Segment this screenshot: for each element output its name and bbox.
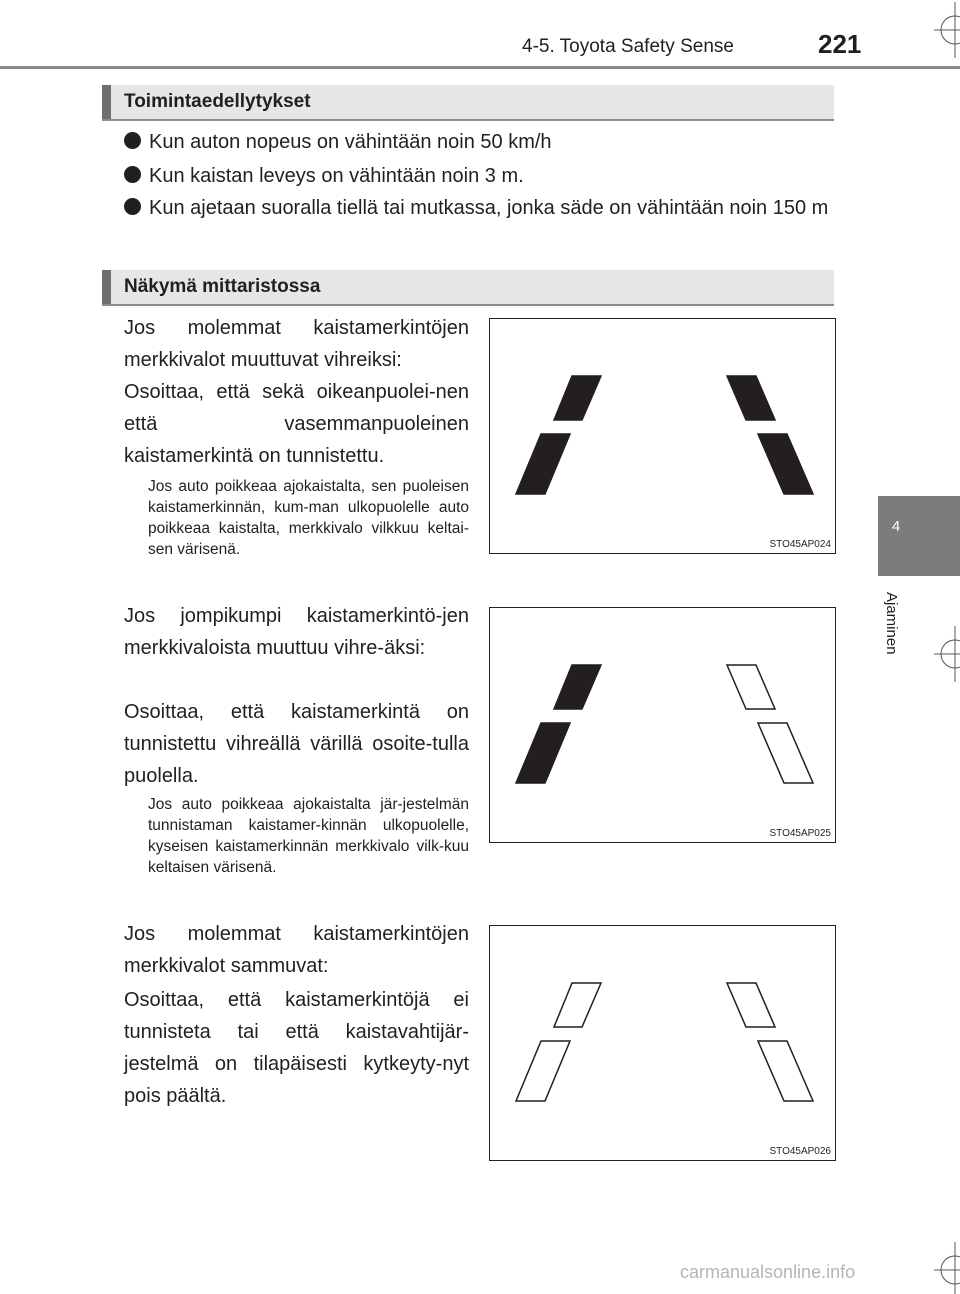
indicator-state: Jos jompikumpi kaistamerkintö-jen merkkivaloista muuttuu vihre-äksi: bbox=[124, 605, 469, 659]
left-lane-marker-lower bbox=[516, 723, 570, 783]
indicator-meaning: Osoittaa, että kaistamerkintä on tunnistettu vihreällä värillä osoite-tulla puolella. bbox=[124, 701, 469, 787]
right-lane-marker-lower bbox=[758, 723, 813, 783]
condition-text: Kun auton nopeus on vähintään noin 50 km/h bbox=[149, 131, 552, 153]
left-lane-marker-upper bbox=[554, 376, 601, 420]
section-header-conditions bbox=[102, 85, 834, 121]
lane-display-figure bbox=[489, 318, 836, 554]
right-lane-marker-lower bbox=[758, 434, 813, 494]
indicator-note: Jos auto poikkeaa ajokaistalta, sen puoleisen kaistamerkinnän, kum-man ulkopuolelle auto poikkeaa kaistalta, merkkivalo vilkkuu keltai-sen värisenä. bbox=[148, 478, 469, 558]
bullet-dot-icon bbox=[124, 166, 141, 183]
right-lane-marker-lower bbox=[758, 1041, 813, 1101]
condition-bullet bbox=[124, 160, 830, 192]
bullet-dot-icon bbox=[124, 132, 141, 149]
condition-bullet bbox=[124, 192, 830, 224]
left-lane-marker-upper bbox=[554, 665, 601, 709]
bullet-dot-icon bbox=[124, 198, 141, 215]
lane-display-figure bbox=[489, 925, 836, 1161]
left-lane-marker-lower bbox=[516, 1041, 570, 1101]
chapter-tab bbox=[878, 496, 960, 576]
figure-code: STO45AP025 bbox=[769, 828, 831, 839]
indicator-meaning: Osoittaa, että kaistamerkintöjä ei tunnisteta tai että kaistavahtijär-jestelmä on tilapäisesti kytkeyty-nyt pois päältä. bbox=[124, 989, 469, 1107]
chapter-number: 4 bbox=[891, 518, 901, 535]
indicator-state: Jos molemmat kaistamerkintöjen merkkivalot sammuvat: bbox=[124, 923, 469, 977]
lane-marker-illustration bbox=[490, 926, 835, 1160]
section-header-display bbox=[102, 270, 834, 306]
registration-mark-bottom-icon bbox=[926, 1240, 960, 1294]
left-lane-marker-upper bbox=[554, 983, 601, 1027]
lane-marker-illustration bbox=[490, 319, 835, 553]
indicator-meaning: Osoittaa, että sekä oikeanpuolei-nen että vasemmanpuoleinen kaistamerkintä on tunnistettu. bbox=[124, 381, 469, 467]
figure-code: STO45AP024 bbox=[769, 539, 831, 550]
registration-mark-top-icon bbox=[926, 0, 960, 60]
section-heading: Näkymä mittaristossa bbox=[124, 276, 321, 297]
indicator-note: Jos auto poikkeaa ajokaistalta jär-jestelmän tunnistaman kaistamer-kinnän ulkopuolelle, kyseisen kaistamerkinnän merkkivalo vilk-kuu keltaisen värisenä. bbox=[148, 796, 469, 876]
chapter-label: Ajaminen bbox=[883, 592, 900, 655]
page-number: 221 bbox=[818, 29, 862, 59]
section-heading: Toimintaedellytykset bbox=[124, 91, 311, 112]
lane-display-figure bbox=[489, 607, 836, 843]
left-lane-marker-lower bbox=[516, 434, 570, 494]
condition-bullet bbox=[124, 126, 830, 158]
watermark: carmanualsonline.info bbox=[680, 1262, 856, 1282]
condition-text: Kun kaistan leveys on vähintään noin 3 m. bbox=[149, 165, 524, 187]
right-lane-marker-upper bbox=[727, 983, 775, 1027]
indicator-state: Jos molemmat kaistamerkintöjen merkkivalot muuttuvat vihreiksi: bbox=[124, 317, 469, 371]
figure-code: STO45AP026 bbox=[769, 1146, 831, 1157]
section-header-bar bbox=[102, 85, 111, 119]
running-header-title: 4-5. Toyota Safety Sense bbox=[522, 36, 734, 57]
registration-mark-middle-icon bbox=[926, 624, 960, 684]
lane-marker-illustration bbox=[490, 608, 835, 842]
chapter-label-wrap bbox=[880, 592, 910, 682]
header-rule bbox=[0, 66, 960, 69]
section-header-bar bbox=[102, 270, 111, 304]
right-lane-marker-upper bbox=[727, 376, 775, 420]
condition-text: Kun ajetaan suoralla tiellä tai mutkassa, jonka säde on vähintään noin 150 m bbox=[149, 197, 829, 219]
right-lane-marker-upper bbox=[727, 665, 775, 709]
